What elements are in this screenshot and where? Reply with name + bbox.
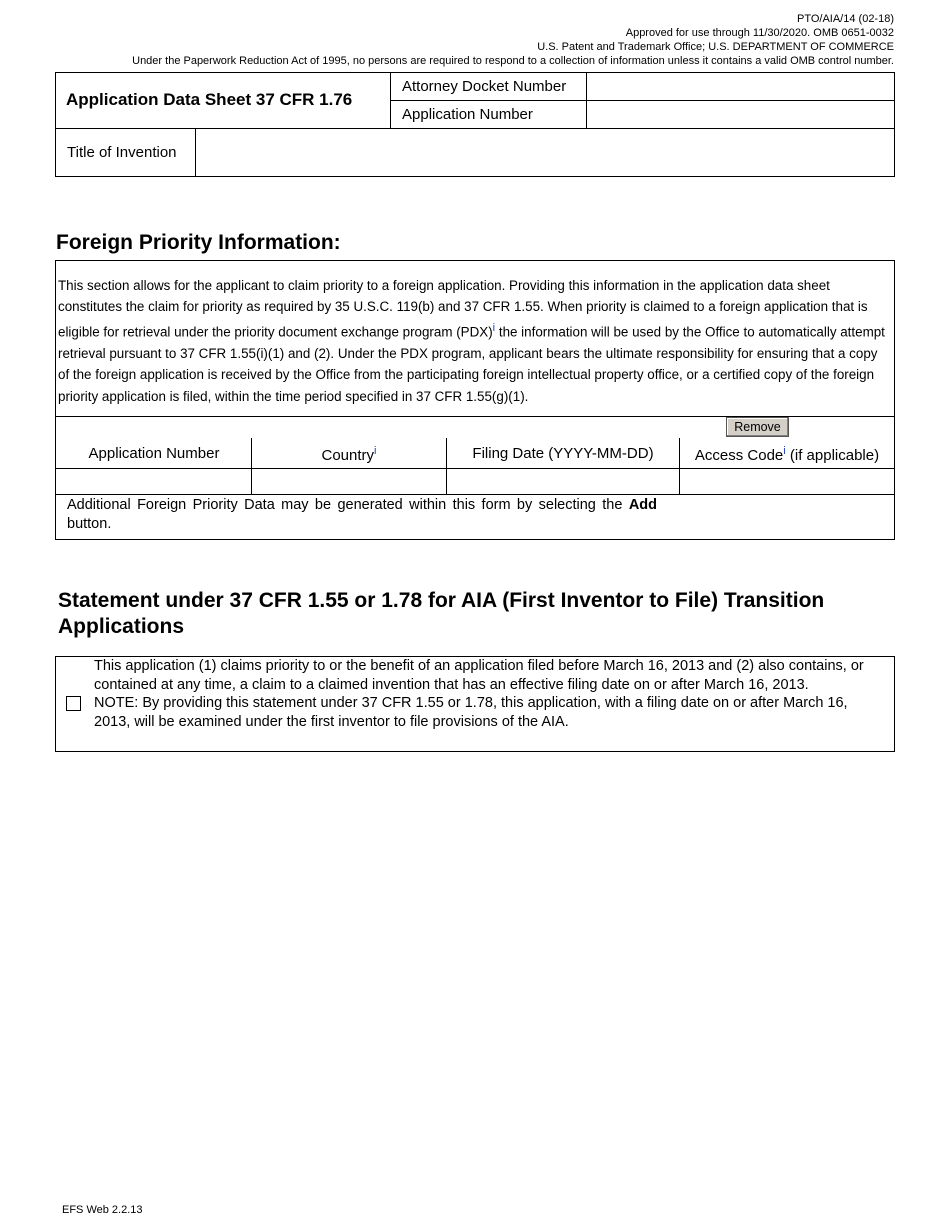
access-code-suffix: (if applicable) — [785, 447, 880, 464]
form-id: PTO/AIA/14 (02-18) — [796, 13, 894, 25]
aia-statement-heading: Statement under 37 CFR 1.55 or 1.78 for AIA (First Inventor to File) Transition Applications — [58, 589, 825, 638]
ads-row-divider — [390, 100, 895, 101]
aia-checkbox-divider — [89, 656, 90, 752]
column-filing-date: Filing Date (YYYY-MM-DD) — [472, 445, 654, 462]
add-note-end: button. — [67, 516, 112, 532]
access-code-input[interactable] — [681, 470, 893, 493]
desc-text-1: This section allows for the applicant to claim priority to a foreign application. Providing this information in the application data sheet constitutes the claim for priority as required by 35 U.S.C. 119(b) and 37 CFR 1.55. When priority is claimed to a foreign application that is eligible for retrieval under the priority document exchange program (PDX) — [58, 278, 868, 340]
desc-text-2: the information will be used by the Office to automatically attempt retrieval pursuant to 37 CFR 1.55(i)(1) and (2). Under the PDX program, applicant bears the ultimate responsibility for ensuring that a copy of the foreign application is received by the Office from the participating foreign intellectual property office, or a certified copy of the foreign priority application is filed, within the time period specified in 37 CFR 1.55(g)(1). — [58, 324, 885, 404]
omb-approval: Approved for use through 11/30/2020. OMB 0651-0032 — [625, 27, 894, 39]
attorney-docket-label: Attorney Docket Number — [402, 78, 567, 95]
remove-button[interactable]: Remove — [726, 417, 789, 437]
header-row-divider — [55, 468, 895, 469]
country-input[interactable] — [253, 470, 445, 493]
title-of-invention-field[interactable] — [197, 130, 893, 175]
application-number-label: Application Number — [402, 106, 533, 123]
col-divider-2 — [446, 438, 447, 494]
aia-statement-note: NOTE: By providing this statement under 37 CFR 1.55 or 1.78, this application, with a filing date on or after March 16, 2013, will be examined under the first inventor to file provisions of the AIA. — [94, 695, 848, 730]
paperwork-notice: Under the Paperwork Reduction Act of 1995, no persons are required to respond to a collection of information unless it contains a valid OMB control number. — [132, 55, 894, 67]
access-code-info-icon[interactable]: i — [783, 445, 786, 457]
add-note-text: Additional Foreign Priority Data may be generated within this form by selecting the — [67, 497, 629, 513]
title-invention-divider — [195, 128, 196, 177]
attorney-docket-field[interactable] — [588, 74, 893, 99]
foreign-priority-heading: Foreign Priority Information: — [56, 231, 341, 254]
foreign-priority-description — [58, 275, 890, 407]
ads-header-divider — [55, 128, 895, 129]
title-of-invention-label: Title of Invention — [67, 144, 177, 161]
agency-line: U.S. Patent and Trademark Office; U.S. DEPARTMENT OF COMMERCE — [537, 41, 894, 53]
aia-statement-checkbox[interactable] — [66, 696, 81, 711]
add-foreign-priority-note — [67, 496, 657, 534]
aia-statement-text — [94, 657, 884, 731]
country-info-icon[interactable]: i — [374, 445, 377, 457]
data-row-divider — [55, 494, 895, 495]
application-number-field[interactable] — [588, 102, 893, 127]
column-application-number: Application Number — [88, 445, 220, 462]
ads-title: Application Data Sheet 37 CFR 1.76 — [66, 90, 353, 109]
country-label: Country — [321, 447, 375, 464]
access-code-label: Access Code — [694, 447, 784, 464]
efs-version: EFS Web 2.2.13 — [62, 1204, 143, 1216]
aia-statement-body: This application (1) claims priority to or the benefit of an application filed before March 16, 2013 and (2) also contains, or contained at any time, a claim to a claimed invention that has an effective filing date on or after March 16, 2013. — [94, 658, 864, 693]
column-access-code — [680, 445, 894, 464]
filing-date-input[interactable] — [448, 470, 678, 493]
pdx-info-icon[interactable]: i — [492, 321, 496, 334]
application-number-input[interactable] — [57, 470, 250, 493]
column-country — [252, 445, 446, 464]
add-note-bold: Add — [628, 497, 657, 513]
